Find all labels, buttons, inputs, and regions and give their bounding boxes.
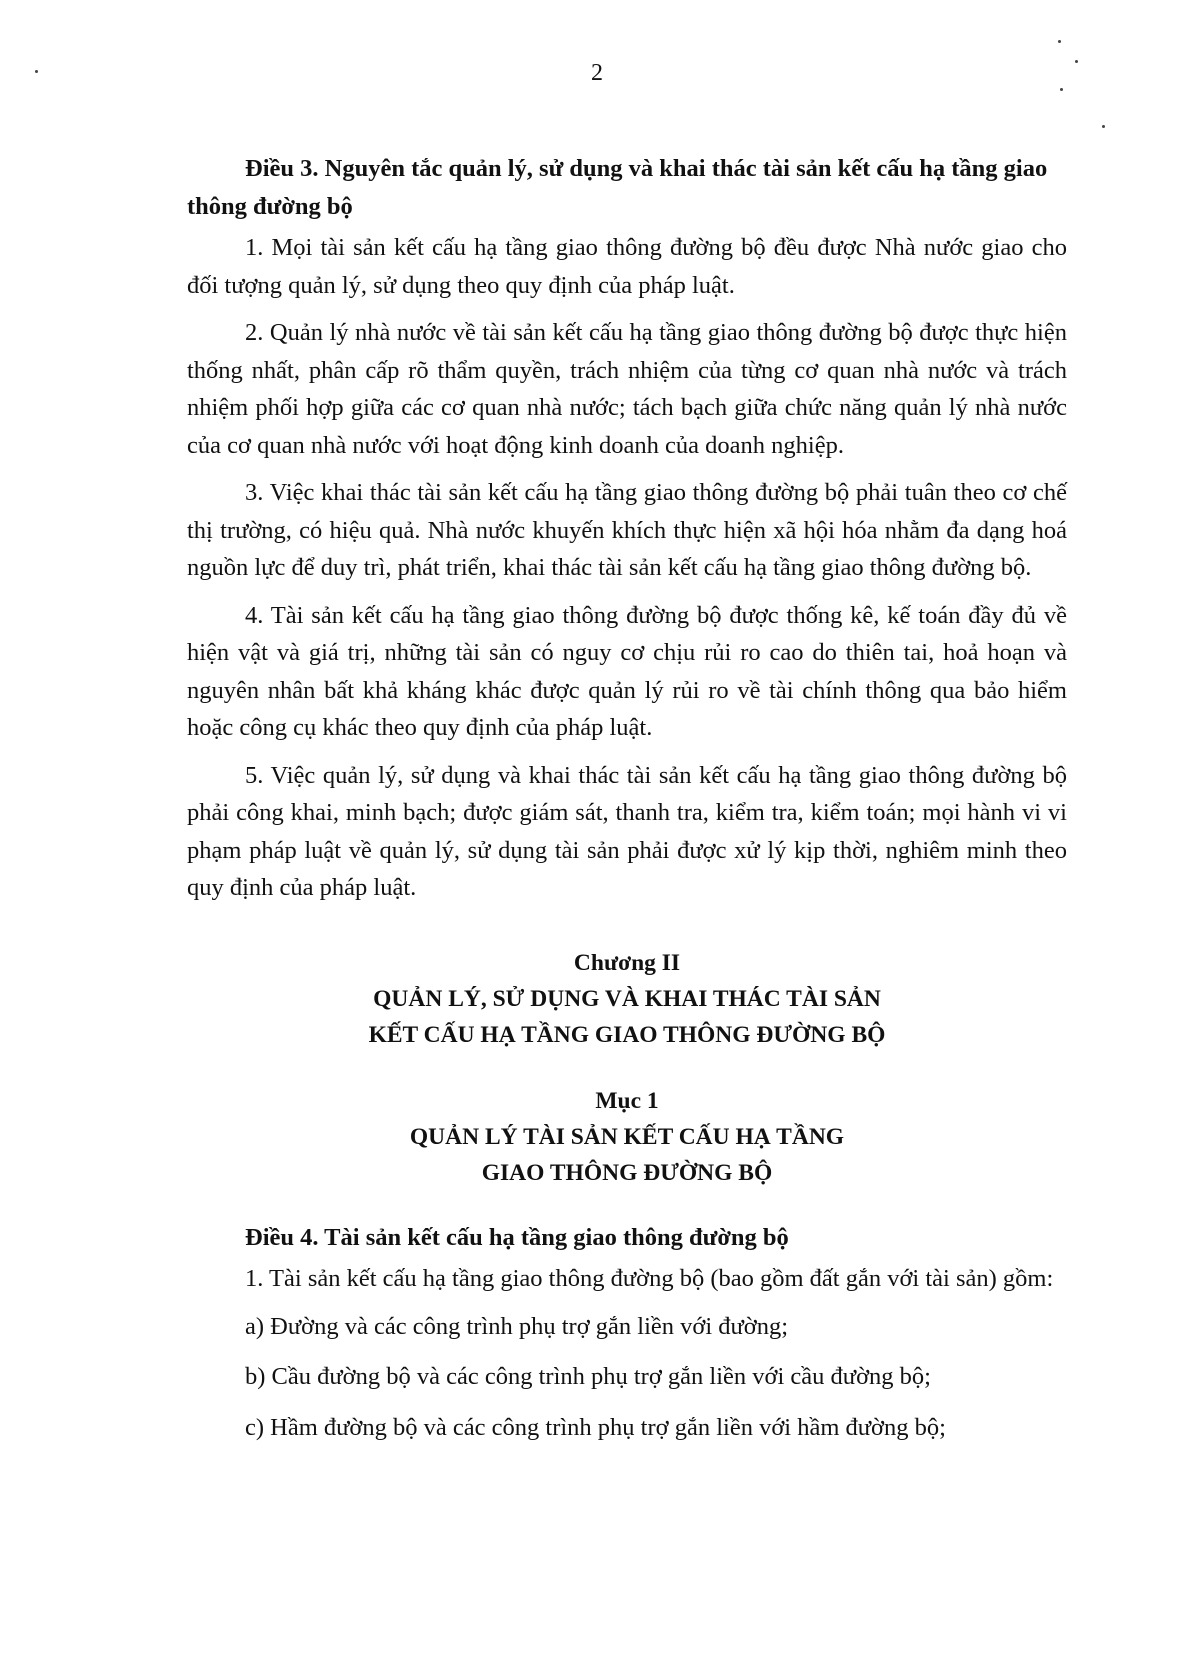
document-body xyxy=(187,150,1067,1459)
article-3-paragraph-3: 3. Việc khai thác tài sản kết cấu hạ tầng giao thông đường bộ phải tuân theo cơ chế thị trường, có hiệu quả. Nhà nước khuyến khích thực hiện xã hội hóa nhằm đa dạng hoá nguồn lực để duy trì, phát triển, khai thác tài sản kết cấu hạ tầng giao thông đường bộ. xyxy=(187,479,1067,581)
chapter-heading xyxy=(187,945,1067,1053)
article-4-item-a: a) Đường và các công trình phụ trợ gắn liền với đường; xyxy=(245,1312,789,1340)
scan-speck xyxy=(1058,40,1061,43)
article-4-title: Điều 4. Tài sản kết cấu hạ tầng giao thông đường bộ xyxy=(245,1223,789,1251)
chapter-label: Chương II xyxy=(573,949,681,976)
chapter-title-line-2: KẾT CẤU HẠ TẦNG GIAO THÔNG ĐƯỜNG BỘ xyxy=(368,1021,886,1048)
article-4-item-b: b) Cầu đường bộ và các công trình phụ trợ gắn liền với cầu đường bộ; xyxy=(245,1363,931,1390)
section-title-line-2: GIAO THÔNG ĐƯỜNG BỘ xyxy=(481,1159,773,1186)
section-heading xyxy=(187,1083,1067,1191)
article-3-paragraph-2: 2. Quản lý nhà nước về tài sản kết cấu hạ tầng giao thông đường bộ được thực hiện thống nhất, phân cấp rõ thẩm quyền, trách nhiệm của từng cơ quan nhà nước và trách nhiệm phối hợp giữa các cơ quan nhà nước; tách bạch giữa chức năng quản lý nhà nước của cơ quan nhà nước với hoạt động kinh doanh của doanh nghiệp. xyxy=(187,319,1067,459)
article-4-item-c: c) Hầm đường bộ và các công trình phụ trợ gắn liền với hầm đường bộ; xyxy=(245,1413,946,1441)
article-4-intro: 1. Tài sản kết cấu hạ tầng giao thông đường bộ (bao gồm đất gắn với tài sản) gồm: xyxy=(245,1265,1054,1292)
section-title-line-1: QUẢN LÝ TÀI SẢN KẾT CẤU HẠ TẦNG xyxy=(409,1123,845,1150)
scan-speck xyxy=(1060,88,1063,91)
article-3-paragraph-4: 4. Tài sản kết cấu hạ tầng giao thông đường bộ được thống kê, kế toán đầy đủ về hiện vật và giá trị, những tài sản có nguy cơ chịu rủi ro cao do thiên tai, hoả hoạn và nguyên nhân bất khả kháng khác được quản lý rủi ro về tài chính thông qua bảo hiểm hoặc công cụ khác theo quy định của pháp luật. xyxy=(187,601,1067,741)
article-3-paragraph-5: 5. Việc quản lý, sử dụng và khai thác tài sản kết cấu hạ tầng giao thông đường bộ phải công khai, minh bạch; được giám sát, thanh tra, kiểm tra, kiểm toán; mọi hành vi vi phạm pháp luật về quản lý, sử dụng tài sản phải được xử lý kịp thời, nghiêm minh theo quy định của pháp luật. xyxy=(187,761,1067,901)
scan-speck xyxy=(1102,125,1105,128)
section-label: Mục 1 xyxy=(595,1087,659,1114)
article-3-paragraph-1: 1. Mọi tài sản kết cấu hạ tầng giao thông đường bộ đều được Nhà nước giao cho đối tượng quản lý, sử dụng theo quy định của pháp luật. xyxy=(187,234,1067,299)
article-3-title: Điều 3. Nguyên tắc quản lý, sử dụng và khai thác tài sản kết cấu hạ tầng giao thông đường bộ xyxy=(187,155,1048,220)
scan-speck xyxy=(1075,60,1078,63)
page-number: 2 xyxy=(591,60,603,86)
chapter-title-line-1: QUẢN LÝ, SỬ DỤNG VÀ KHAI THÁC TÀI SẢN xyxy=(373,985,881,1012)
scan-speck xyxy=(35,70,38,73)
